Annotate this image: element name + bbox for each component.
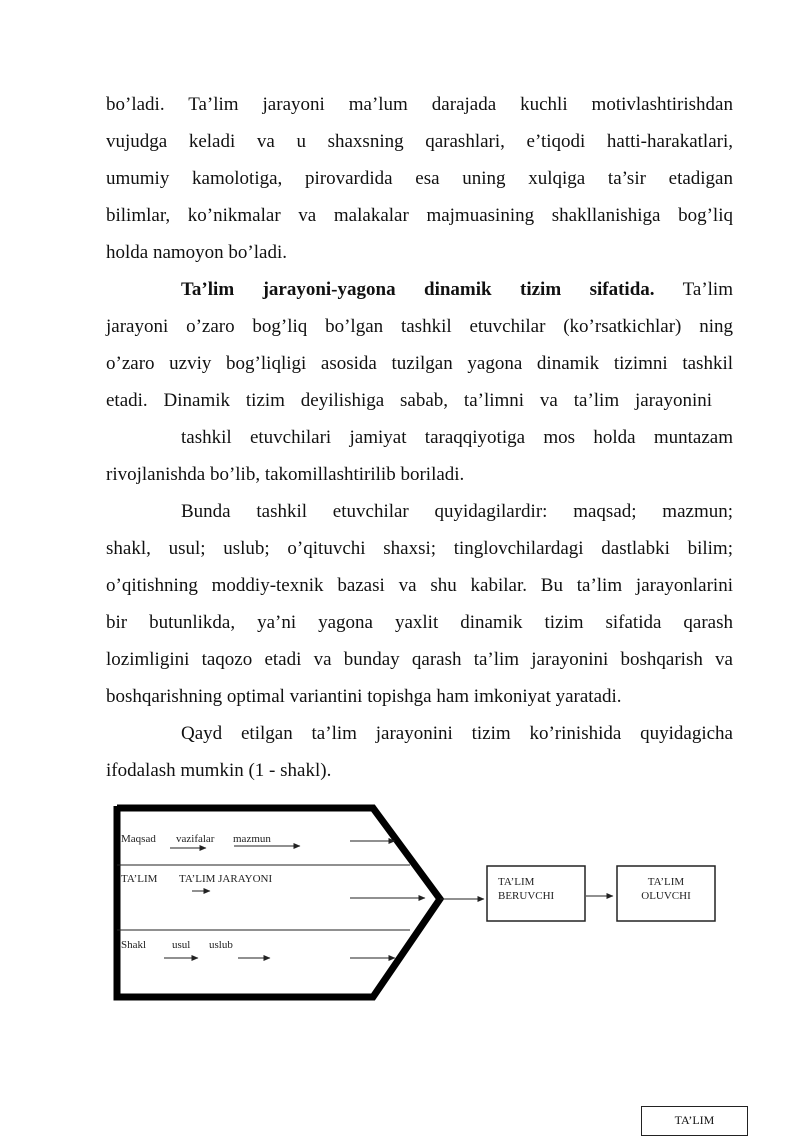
row1-label-c: mazmun (233, 833, 271, 845)
footer-box (641, 1106, 748, 1136)
box1-line-2: BERUVCHI (498, 890, 555, 902)
p4-line: shakl, usul; uslub; o’qituvchi shaxsi; tinglovchilardagi dastlabki bilim; (106, 538, 733, 559)
p2-line: o’zaro uzviy bog’liqligi asosida tuzilgan yagona dinamik tizimni tashkil (106, 353, 733, 374)
box1-line-1: TA’LIM (498, 876, 535, 888)
p1-line: bo’ladi. Ta’lim jarayoni ma’lum darajada kuchli motivlashtirishdan (106, 94, 733, 115)
p4-first-line: Bunda tashkil etuvchilar quyidagilardir: maqsad; mazmun; (181, 501, 733, 522)
p4-last-line: boshqarishning optimal variantini topishga ham imkoniyat yaratadi. (106, 686, 622, 707)
p2-line: jarayoni o’zaro bog’liq bo’lgan tashkil etuvchilar (ko’rsatkichlar) ning (106, 316, 733, 337)
row1-label-a: Maqsad (121, 833, 156, 845)
row2-label-b: TA’LIM JARAYONI (179, 873, 273, 885)
row3-label-c: uslub (209, 939, 233, 951)
p4-line: o’qitishning moddiy-texnik bazasi va shu kabilar. Bu ta’lim jarayonlarini (106, 575, 733, 596)
box2-line-2: OLUVCHI (641, 890, 691, 902)
section-heading: Ta’lim jarayoni-yagona dinamik tizim sifatida. (181, 279, 655, 300)
footer-label: TA’LIM (674, 1113, 715, 1127)
p1-line: umumiy kamolotiga, pirovardida esa uning xulqiga ta’sir etadigan (106, 168, 733, 189)
p5-first-line: Qayd etilgan ta’lim jarayonini tizim ko’rinishida quyidagicha (181, 723, 733, 744)
box2-line-1: TA’LIM (647, 876, 685, 888)
p1-line: vujudga keladi va u shaxsning qarashlari, e’tiqodi hatti-harakatlari, (106, 131, 733, 152)
row3-label-a: Shakl (121, 939, 147, 951)
p1-line: bilimlar, ko’nikmalar va malakalar majmuasining shakllanishiga bog’liq (106, 205, 733, 226)
p1-last-line: holda namoyon bo’ladi. (106, 242, 287, 263)
row1-label-b: vazifalar (176, 833, 215, 845)
p2-last-line: etadi. Dinamik tizim deyilishiga sabab, ta’limni va ta’lim jarayonini (106, 390, 712, 411)
p4-line: lozimligini taqozo etadi va bunday qarash ta’lim jarayonini boshqarish va (106, 649, 733, 670)
diagram-outer-arrow (117, 806, 440, 997)
row2-label-a: TA’LIM (121, 873, 158, 885)
p3-last-line: rivojlanishda bo’lib, takomillashtirilib boriladi. (106, 464, 465, 485)
p2-first-rest: Ta’lim (682, 279, 733, 300)
p5-last-line: ifodalash mumkin (1 - shakl). (106, 760, 332, 781)
row3-label-b: usul (172, 939, 191, 951)
p4-line: bir butunlikda, ya’ni yagona yaxlit dinamik tizim sifatida qarash (106, 612, 733, 633)
p3-first-line: tashkil etuvchilari jamiyat taraqqiyotiga mos holda muntazam (181, 427, 733, 448)
